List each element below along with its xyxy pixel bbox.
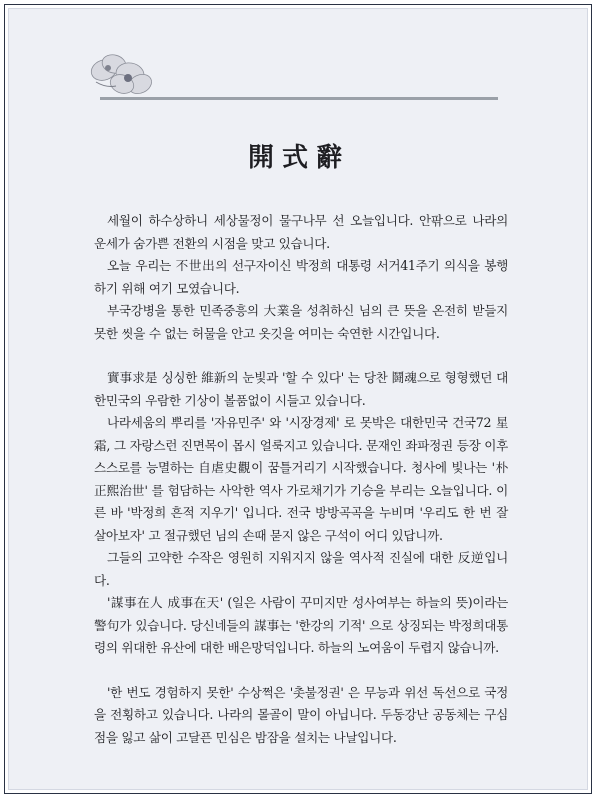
body-text (94, 210, 508, 749)
paragraph: 그들의 고약한 수작은 영원히 지워지지 않을 역사적 진실에 대한 反逆입니다. (94, 550, 508, 588)
paragraph: '한 번도 경험하지 못한' 수상쩍은 '촛불정권' 은 무능과 위선 독선으로 국정을 전횡하고 있습니다. 나라의 몰골이 말이 아닙니다. 두동강난 공동체는 구심점을 잃고 삶이 고달픈 민심은 밤잠을 설치는 나날입니다. (94, 684, 508, 745)
paragraph: 부국강병을 통한 민족중흥의 大業을 성취하신 님의 큰 뜻을 온전히 받들지 못한 씻을 수 없는 허물을 안고 옷깃을 여미는 숙연한 시간입니다. (94, 303, 508, 341)
paragraph: 나라세움의 뿌리를 '자유민주' 와 '시장경제' 로 못박은 대한민국 건국72 星霜, 그 자랑스런 진면목이 몹시 얼룩지고 있습니다. 문재인 좌파정권 등장 이후 스스로를 능멸하는 自虐史觀이 꿈틀거리기 시작했습니다. 청사에 빛나는 '朴正熙治世' 를 험담하는 사악한 역사 가로채기가 기승을 부리는 오늘입니다. 이른 바 '박정희 흔적 지우기' 입니다. 전국 방방곡곡을 누비며 '우리도 한 번 잘 살아보자' 고 절규했던 님의 손때 묻지 않은 구석이 어디 있답니까. (94, 415, 508, 543)
paragraph: '謀事在人 成事在天' (일은 사람이 꾸미지만 성사여부는 하늘의 뜻)이라는 警句가 있습니다. 당신네들의 謀事는 '한강의 기적' 으로 상징되는 박정희대통령의 위대한 유산에 대한 배은망덕입니다. 하늘의 노여움이 두렵지 않습니까. (94, 595, 508, 655)
paragraph: 오늘 우리는 不世出의 선구자이신 박정희 대통령 서거41주기 의식을 봉행하기 위해 여기 모였습니다. (94, 258, 508, 296)
page-title: 開式辭 (247, 143, 350, 173)
header-rule (100, 97, 498, 100)
flower-ornament-icon (86, 52, 156, 98)
paragraph: 實事求是 싱싱한 維新의 눈빛과 '할 수 있다' 는 당찬 鬪魂으로 형형했던 대한민국의 우람한 기상이 볼품없이 시들고 있습니다. (94, 370, 508, 408)
paragraph: 세월이 하수상하니 세상물정이 물구나무 선 오늘입니다. 안팎으로 나라의 운세가 숨가쁜 전환의 시점을 맞고 있습니다. (94, 213, 508, 251)
